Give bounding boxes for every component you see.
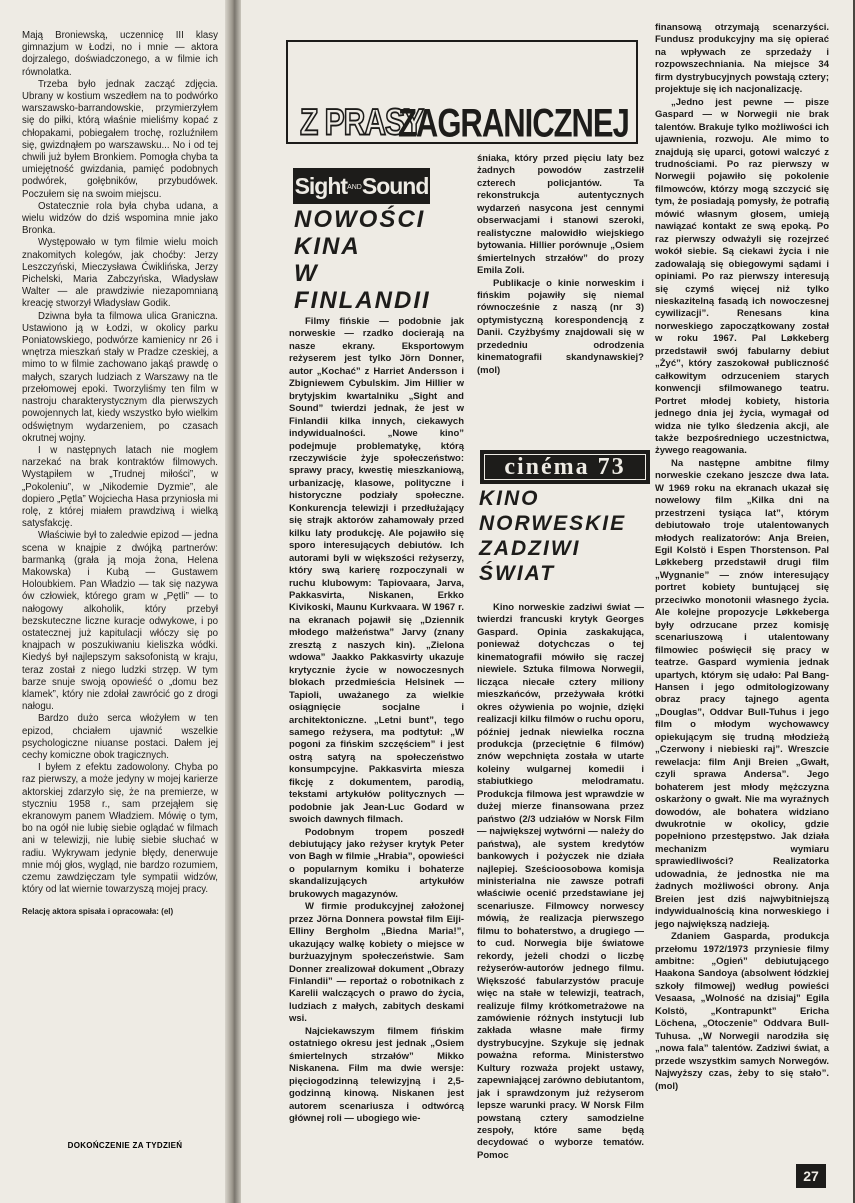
article-paragraph: Na następne ambitne filmy norweskie czekano jeszcze dwa lata. W 1969 roku na ekranach ukazał się nowelowy film „Kilka dni na przestrzeni tysiąca lat”, którym debiutowało troje utalentowanych młodych realizatorów: Anja Breien, Egil Kolstö i Espen Thorstenson. Pal Løkkeberg przedstawił drugi film „Wygnanie” — znów interesujący portret kobiety buntującej się przeciwko monotonii własnego życia. Ale kolejne propozycje Løkkeberga były odrzucane przez komisję scenariuszową i utalentowany filmowiec poświęcił się pracy w teatrze. Gaspard wymienia jednak upartych, którym się udało: Pal Bang-Hansen i jego odmitologizowany obraz pracy tajnego agenta „Douglas”, Oddvar Bull-Tuhus i jego film o młodym wychowawcy opiekującym się trudną młodzieżą „Czerwony i niebieski raj”. Wreszcie rewelacja: film Anji Breien „Gwałt, czyli sprawa Andersa”. Jego bohaterem jest młody mężczyzna oskarżony o gwałt. Nie ma wyraźnych dowodów, ale bohatera widziano dwukrotnie w okolicy, gdzie popełniono przestępstwo. Jak działa mechanizm wymiaru sprawiedliwości? Realizatorka udowadnia, że jednostka nie ma żadnych możliwości obrony. Anja Breien jest dziś najwybitniejszą indywidualnością kina norweskiego i jego największą nadzieją. xyxy=(655,457,829,930)
finland-article-column-2 xyxy=(477,153,644,377)
article-paragraph: Najciekawszym filmem fińskim ostatniego okresu jest jednak „Osiem śmiertelnych strzałów” Mikko Niskanena. Film ma dwie wersje: pięciogodzinną telewizyjną i 2,5-godzinną kinową. Niskanen jest autorem scenariusza i odtwórcą głównej roli — ubogiego wie- xyxy=(289,1025,464,1124)
article-paragraph: Zdaniem Gasparda, produkcja przełomu 1972/1973 przyniesie filmy ambitne: „Ogień” debiutującego Haakona Sandoya (absolwent łódzkiej szkoły filmowej) według powieści Vesaasa, „Wolność na dzisiaj” Egila Kolstö, „Kontrapunkt” Ericha Löchena, „Otoczenie” Oddvara Bull-Tuhusa. „W Norwegii narodziła się „nowa fala” talentów. Zadziwi świat, a przede wszystkim samych Norwegów. Najwyższy czas, żeby to się stało”. (mol) xyxy=(655,931,829,1092)
article-paragraph: Podobnym tropem poszedł debiutujący jako reżyser krytyk Peter von Bagh w filmie „Hrabia”, opowieści o popularnym komiku i bohaterze skandalizujących artykułów brukowych magazynów. xyxy=(289,826,464,900)
section-header-prefix: Z PRASY xyxy=(300,102,424,144)
memoir-paragraph: Właściwie był to zaledwie epizod — jedna scena w knajpie z dwójką partnerów: barmanką (grała ją moja żona, Helena Makowska) i Kubą — Gustawem Holoubkiem. Pan Władzio — tak się nazywa ów człowiek, którego gram w „Pętli” — to nałogowy alkoholik, który przebył bezskuteczne liczne kuracje odwykowe, i po ostatecznej już kapitulacji włóczy się po knajpach w poszukiwaniu kieliszka wódki. Kiedyś był najlepszym saksofonistą w kraju, teraz został z niego ludzki strzęp. W tym barze snuje swoją opowieść o „domu bez klamek”, który nie zdołał zawrócić go z drogi nałogu. xyxy=(22,530,218,713)
article-paragraph: W firmie produkcyjnej założonej przez Jörna Donnera powstał film Eiji-Elliny Bergholm „Biedna Maria!”, ukazujący walkę kobiety o miejsce w burżuazyjnym społeczeństwie. Sam Donner zrealizował dokument „Obrazy Finlandii” — reportaż o robotnikach z Karelii walczących o prawo do życia, ludziach z małych, zabitych deskami wsi. xyxy=(289,901,464,1025)
norway-article-column-2 xyxy=(655,22,829,1093)
article-title-norway: KINO NORWESKIE ZADZIWI ŚWIAT xyxy=(479,487,627,585)
page-gutter xyxy=(225,0,241,1203)
article-paragraph: Filmy fińskie — podobnie jak norweskie — rzadko docierają na nasze ekrany. Eksportowym reżyserem jest tylko Jörn Donner, autor „Kochać” z Harriet Andersson i Zbigniewem Cybulskim. Jim Hillier w brytyjskim kwartalniku „Sight and Sound” twierdzi jednak, że jest w Finlandii kilka innych, ciekawych indywidualności. „Nowe kino” podejmuje problematykę, którą rzeczywiście żyje społeczeństwo: sprawy pracy, kwestię mieszkaniową, urbanizację, klasowe, polityczne i historyczne podziały społeczne. Konkurencja telewizji i przedłużający się strajk aktorów zahamowały przed kilku laty produkcję. Ale pojawiło się sporo interesujących debiutów. Ich autorami byli w większości reżyserzy, który swą karierę rozpoczynali w ruchu klubowym: Tapiovaara, Jarva, Pakkasvirta, Niskanen, Erkko Kivikoski, Maunu Kurkvaara. W 1967 r. na ekranach pojawił się „Dziennik młodego małżeństwa” Jarvy (znany zresztą z naszych kin). „Zielona wdowa” Jaakko Pakkasvirty ukazuje krytycznie życie w nowoczesnych blokach przedmieścia Helsinek — Tapioli, uważanego za wielkie osiągnięcie socjalne i architektoniczne. „Letni bunt”, tego samego reżysera, ma podtytuł: „W pogoni za fińskim szczęściem” i jest ostrą satyrą na społeczeństwo konsumpcyjne. Pakkasvirta miesza fikcję z dokumentem, parodią, tekstami artykułów politycznych — podobnie jak Jean-Luc Godard w swoich dawnych filmach. xyxy=(289,316,464,826)
article-title-finland: NOWOŚCI KINA W FINLANDII xyxy=(294,206,431,314)
article-paragraph: śniaka, który przed pięciu laty bez żadnych powodów zastrzelił czterech policjantów. Ta rekonstrukcja autentycznych wydarzeń nasycona jest cennymi obserwacjami i stanowi szeroki, realistyczne malowidło wiejskiego bytowania. Hillier porównuje „Osiem śmiertelnych strzałów” do prozy Emila Zoli. xyxy=(477,153,644,277)
memoir-paragraph: I byłem z efektu zadowolony. Chyba po raz pierwszy, a może jedyny w mojej karierze aktorskiej zdarzyło się, że na premierze, w styczniu 1958 r., sam przejąłem się ekranowym panem Władziem. Mówię o tym, bo na ogół nie lubię siebie oglądać w filmach ani w telewizji, nie lubię siebie słuchać w radiu. Wykrywam jedynie błędy, denerwuje mnie mój głos, wygląd, nie bardzo rozumiem, czemu zawdzięczam tyle sympatii widzów, który od lat wiernie towarzyszą mojej pracy. xyxy=(22,762,218,896)
continuation-note: DOKOŃCZENIE ZA TYDZIEŃ xyxy=(67,1141,183,1150)
memoir-credit: Relację aktora spisała i opracowała: (el) xyxy=(22,907,174,917)
memoir-paragraph: Ostatecznie rola była chyba udana, a wielu widzów do dziś wspomina mnie jako Bronka. xyxy=(22,200,218,237)
article-paragraph: finansową otrzymają scenarzyści. Fundusz produkcyjny ma się opierać na wpływach ze sprzedaży i rozpowszechniania. Na miejsce 34 firm dystrybucyjnych powstają cztery; projektuje się ich nacjonalizację. xyxy=(655,22,829,96)
finland-article-column-1 xyxy=(289,316,464,1125)
section-header xyxy=(286,40,638,144)
article-paragraph: Kino norweskie zadziwi świat — twierdzi francuski krytyk Georges Gaspard. Opinia zaskakująca, ponieważ dotychczas o tej kinematografii mówiło się raczej niewiele. Sztuka filmowa Norwegii, licząca niecałe cztery miliony mieszkańców, przeżywała krótki okres ożywienia po wojnie, dzięki realizacji kilku filmów o ruchu oporu, później jednak niewielka roczna produkcja (przeciętnie 6 filmów) znów wepchnięta została w utarte koleiny wulgarnej komedii i stabiutkiego melodramatu. Produkcja filmowa jest wprawdzie w dużej mierze finansowana przez państwo (2/3 udziałów w Norsk Film — największej wytwórni — należy do państwa), ale system kredytów bankowych i pożyczek nie działa najlepiej. Sześcioosobowa komisja ministerialna nie zawsze potrafi właściwie ocenić przedstawiane jej scenariusze. Filmowcy norwescy mówią, że realizacja pierwszego filmu to bohaterstwo, a drugiego — to cud. Norwegia bije światowe rekordy, jeżeli chodzi o liczbę reżyserów-autorów jednego filmu. Większość fabularzystów pracuje więc na stałe w telewizji, teatrach, realizuje filmy krótkometrażowe na zamówienie różnych instytucji lub zakłada własne małe firmy dystrybucyjne. Szykuje się jednak poważna reforma. Ministerstwo Kultury rozważa projekt ustawy, zapewniającej zarówno debiutantom, jak i sprawdzonym już reżyserom lepsze warunki pracy. W Norsk Film powstaną cztery samodzielne zespoły, które same będą decydować o wyborze tematów. Pomoc xyxy=(477,602,644,1161)
article-paragraph: „Jedno jest pewne — pisze Gaspard — w Norwegii nie brak talentów. Brakuje tylko możliwości ich ujawnienia, rozwoju. Ale mimo to znajdują się uparci, gotowi walczyć z trudnościami. Po raz pierwszy w Norwegii pojawiło się pokolenie filmowców, którzy mogą szczycić się tym, że posiadają pomysły, że potrafią mówić własnym głosem, umieją nawiązać kontakt ze swą epoką. Po raz pierwszy odważyli się rozejrzeć wokół siebie. Są ciekawi życia i nie zadowalają się obiegowymi sądami i opiniami. Po raz pierwszy interesują się czymś więcej niż tylko nieskazitelną fasadą ich nowoczesnej cywilizacji”. Renesans kina norweskiego zapoczątkowany został w roku 1967. Pal Løkkeberg przedstawił swój fabularny debiut „Żyć”, który zaszokował publiczność całkowitym odrzuceniem starych konwencji sfilmowanego teatru. Portret młodej kobiety, historia jednego dnia jej życia, wymagał od widza nie tylko śledzenia akcji, ale także bezpośredniego uczestnictwa, żywego reagowania. xyxy=(655,96,829,457)
memoir-paragraph: Występowało w tym filmie wielu moich znakomitych kolegów, jak choćby: Jerzy Leszczyński, Mieczysława Ćwiklińska, Jerzy Pichelski, Maria Zabczyńska, Władysław Walter — ale prawdziwie niezapomnianą kreację stworzył Władysław Godik. xyxy=(22,237,218,310)
article-paragraph: Publikacje o kinie norweskim i fińskim pojawiły się niemal równocześnie z naszą (nr 3) optymistyczną korespondencją z Danii. Czyżbyśmy znajdowali się w przededniu odrodzenia kinematografii skandynawskiej? (mol) xyxy=(477,277,644,376)
cinema-73-logo: cinéma 73 xyxy=(480,450,650,484)
memoir-paragraph: Bardzo dużo serca włożyłem w ten epizod, chciałem ujawnić wszelkie psychologiczne niuanse postaci. Dałem jej cechy komiczne obok tragicznych. xyxy=(22,713,218,761)
memoir-paragraph: Mają Broniewską, uczennicę III klasy gimnazjum w Łodzi, no i mnie — aktora dojrzalego, doświadczonego, a w filmie ich równolatka. xyxy=(22,30,218,78)
memoir-paragraph: I w następnych latach nie mogłem narzekać na brak kontraktów filmowych. Wystąpiłem w „Trudnej miłości”, w „Pokoleniu”, w „Nikodemie Dyzmie”, ale dopiero „Pętla” Wojciecha Hasa przyniosła mi rolę, z której miałem prawdziwą i wielką satysfakcję. xyxy=(22,444,218,530)
memoir-paragraph: Trzeba było jednak zacząć zdjęcia. Ubrany w kostium wszedłem na to podwórko warszawsko-barrandowskie, przymierzyłem się do piłki, którą właśnie mieliśmy kopać z chłopakami, pobiegałem trochę, rozluźniłem się, gwizdnąłem po warszawsku... No i od tej chwili już byłem Bronkiem. Pomogła chyba ta umiejętność gwizdania, pamięć podobnych podwórek, gołębników, przybudówek. Poczułem się na swoim miejscu. xyxy=(22,78,218,200)
norway-article-column-1 xyxy=(477,602,644,1162)
memoir-paragraph: Dziwna była ta filmowa ulica Graniczna. Ustawiono ją w Łodzi, w okolicy parku Poniatowskiego, podwórze kamienicy nr 26 i wnętrza mieszkań stały w Pradze czeskiej, a mimo to w filmie zachowano jakąś prawdę o małych, szarych ludziach z Warszawy na tle przełomowej epoki. Tworzyliśmy ten film w nastroju charakterystycznym dla pierwszych powojennych lat, kiedy wszystko było wielkim odświętnym wydarzeniem, po czasach okrutnej wojny. xyxy=(22,310,218,444)
page-number: 27 xyxy=(796,1164,826,1188)
section-header-title: ZAGRANICZNEJ xyxy=(398,100,629,146)
memoir-column xyxy=(22,30,218,919)
sight-and-sound-logo: SightANDSound xyxy=(293,168,430,204)
